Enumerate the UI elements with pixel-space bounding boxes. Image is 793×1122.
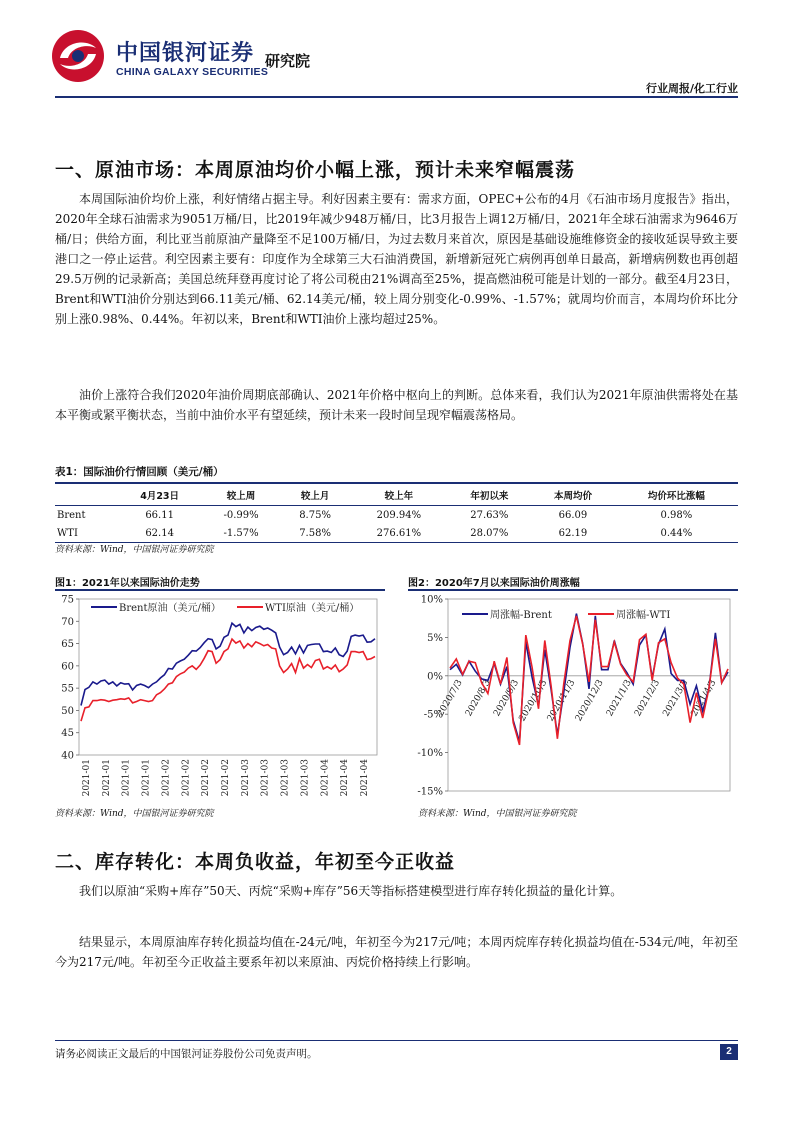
table-row (55, 524, 738, 543)
figure-1-source: 资料来源：Wind，中国银河证券研究院 (55, 809, 214, 819)
x-tick-label: 2020/9/3 (492, 678, 522, 719)
x-tick-label: 2021/4/3 (689, 678, 719, 719)
x-tick-label: 2021-02 (181, 759, 192, 797)
x-tick-label: 2021-02 (201, 759, 212, 797)
footer-divider (55, 1040, 738, 1041)
table-cell: -0.99% (223, 509, 259, 521)
y-tick-label: 5% (427, 632, 443, 644)
galaxy-logo-icon (50, 28, 106, 84)
y-tick-label: 55 (61, 683, 74, 695)
y-tick-label: 40 (61, 750, 74, 762)
y-tick-label: 60 (61, 661, 74, 673)
x-tick-label: 2020/12/3 (573, 678, 606, 724)
oil-price-table (55, 482, 738, 543)
x-tick-label: 2021-02 (161, 759, 172, 797)
weekly-change-chart (408, 592, 738, 800)
table-cell: 66.09 (558, 509, 588, 521)
section-1-paragraph-2: 油价上涨符合我们2020年油价周期底部确认、2021年价格中枢向上的判断。总体来看，我们认为2021年原油供需将处在基本平衡或紧平衡状态，当前中油价水平有望延续，预计未来一段时间呈现窄幅震荡格局。 (55, 388, 738, 422)
brand-name-en: CHINA GALAXY SECURITIES (116, 66, 269, 78)
x-tick-label: 2020/8/3 (464, 678, 493, 719)
page-number: 2 (720, 1044, 738, 1060)
y-tick-label: 65 (61, 639, 74, 651)
table-header-cell: 均价环比涨幅 (615, 483, 738, 506)
table-cell: 8.75% (299, 509, 331, 521)
section-1-paragraph-1: 本周国际油价均价上涨，利好情绪占据主导。利好因素主要有：需求方面，OPEC+公布的4月《石油市场月度报告》指出，2020年全球石油需求为9051万桶/日，比2019年减少948万桶/日，比3月报告上调12万桶/日，2021年全球石油需求为9646万桶/日；供给方面，利比亚当前原油产量降至不足100万桶/日，为过去数月来首次，原因是基础设施维修资金的接收延误导致主要港口之一停止运营。利空因素主要有：印度作为全球第三大石油消费国，新增新冠死亡病例再创单日最高，新增病例数也再创超29.5万例的记录新高；美国总统拜登再度讨论了将公司税由21%调高至25%，提高燃油税可能是计划的一部分。截至4月23日，Brent和WTI油价分别达到66.11美元/桶、62.14美元/桶，较上周分别变化-0.99%、-1.57%；就周均价而言，本周均价环比分别上涨0.98%、0.44%。年初以来，Brent和WTI油价上涨均超过25%。 (55, 192, 738, 326)
footer-disclaimer: 请务必阅读正文最后的中国银河证券股份公司免责声明。 (55, 1048, 318, 1060)
table-cell: 0.44% (615, 524, 738, 543)
table-cell: 66.11 (145, 509, 174, 521)
y-tick-label: -15% (417, 786, 443, 798)
x-tick-label: 2021-03 (300, 759, 311, 797)
x-tick-label: 2021-03 (240, 759, 251, 797)
y-tick-label: -10% (417, 748, 443, 760)
series-line-wti (450, 616, 728, 745)
x-tick-label: 2021/3/3 (661, 678, 691, 719)
table-cell: 7.58% (280, 524, 351, 543)
x-tick-label: 2021-01 (121, 759, 132, 797)
table-row (55, 506, 738, 525)
x-tick-label: 2021-03 (280, 759, 291, 797)
table-cell: 209.94% (376, 509, 422, 521)
table-header-cell: 较上月 (280, 483, 351, 506)
table-1-source: 资料来源：Wind，中国银河证券研究院 (55, 545, 214, 555)
report-category: 行业周报/化工行业 (645, 82, 738, 95)
x-tick-label: 2020/11/3 (545, 678, 578, 724)
y-tick-label: 70 (61, 616, 74, 628)
table-cell: 62.14 (117, 524, 202, 543)
section-2-paragraph-1: 我们以原油“采购+库存”50天、丙烷“采购+库存”56天等指标搭建模型进行库存转化损益的量化计算。 (79, 884, 623, 898)
y-tick-label: 45 (61, 728, 74, 740)
figure-1-rule (55, 589, 385, 591)
y-tick-label: 0% (427, 671, 443, 683)
table-header-cell: 本周均价 (531, 483, 615, 506)
section-1-title: 一、原油市场：本周原油均价小幅上涨，预计未来窄幅震荡 (55, 159, 576, 181)
table-cell: 28.07% (447, 524, 531, 543)
legend-label: WTI原油（美元/桶） (265, 603, 360, 614)
x-tick-label: 2021-01 (141, 759, 152, 797)
figure-1-title: 图1：2021年以来国际油价走势 (55, 578, 200, 589)
table-cell: 62.19 (531, 524, 615, 543)
table-cell: WTI (55, 524, 117, 543)
figure-2-source: 资料来源：Wind，中国银河证券研究院 (418, 809, 577, 819)
x-tick-label: 2021-04 (320, 759, 331, 797)
header-divider (55, 96, 738, 98)
y-tick-label: 75 (61, 594, 74, 606)
x-tick-label: 2021-04 (360, 759, 371, 797)
plot-frame (79, 599, 377, 755)
legend-label: 周涨幅-Brent (490, 610, 552, 621)
x-tick-label: 2021/2/3 (633, 678, 663, 719)
table-cell: -1.57% (202, 524, 280, 543)
institute-label: 研究院 (265, 52, 311, 70)
table-cell: Brent (57, 509, 86, 521)
x-tick-label: 2021-03 (260, 759, 271, 797)
table-cell: 0.98% (660, 509, 693, 521)
section-2-title: 二、库存转化：本周负收益，年初至今正收益 (55, 851, 456, 873)
brent-wti-price-chart (55, 592, 385, 800)
legend-label: Brent原油（美元/桶） (119, 603, 221, 614)
series-line-brent (81, 623, 375, 705)
table-header-cell (55, 483, 117, 506)
brand-name-cn: 中国银河证券 (116, 41, 255, 66)
x-tick-label: 2020/7/3 (435, 678, 465, 719)
table-1-title: 表1：国际油价行情回顾（美元/桶） (55, 466, 224, 478)
y-tick-label: -5% (423, 709, 443, 721)
x-tick-label: 2021-02 (221, 759, 231, 797)
x-tick-label: 2021-01 (81, 759, 92, 797)
x-tick-label: 2021/1/3 (605, 678, 634, 719)
y-tick-label: 10% (420, 594, 443, 606)
x-tick-label: 2021-01 (101, 759, 112, 797)
figure-2-rule (408, 589, 738, 591)
table-header-row (55, 483, 738, 506)
y-tick-label: 50 (61, 705, 74, 717)
x-tick-label: 2020/10/3 (517, 678, 550, 724)
series-line-wti (81, 639, 375, 721)
x-tick-label: 2021-04 (340, 759, 351, 797)
table-header-cell: 较上年 (350, 483, 447, 506)
legend-label: 周涨幅-WTI (616, 610, 671, 621)
figure-2-title: 图2：2020年7月以来国际油价周涨幅 (408, 578, 580, 589)
table-cell: 276.61% (350, 524, 447, 543)
table-header-cell: 年初以来 (447, 483, 531, 506)
section-2-paragraph-2: 结果显示，本周原油库存转化损益均值在-24元/吨，年初至今为217元/吨；本周丙烷库存转化损益均值在-534元/吨，年初至今为217元/吨。年初至今正收益主要系年初以来原油、丙烷价格持续上行影响。 (55, 935, 738, 969)
table-cell: 27.63% (470, 509, 509, 521)
table-header-cell: 较上周 (202, 483, 280, 506)
table-header-cell: 4月23日 (117, 483, 202, 506)
